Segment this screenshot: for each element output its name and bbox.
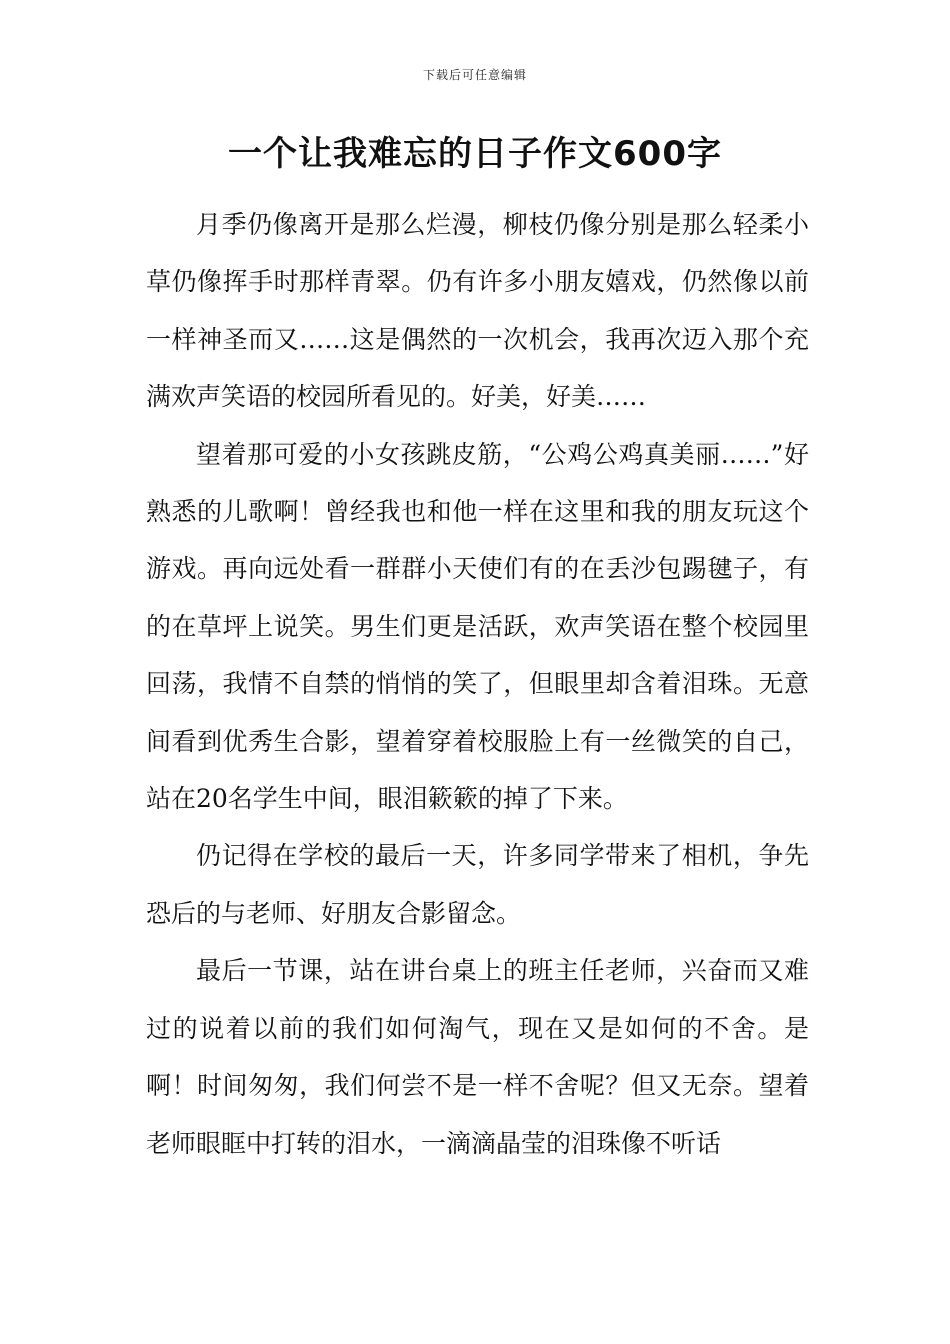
paragraph-4: 最后一节课，站在讲台桌上的班主任老师，兴奋而又难过的说着以前的我们如何淘气，现在又是如何的不舍。是啊！时间匆匆，我们何尝不是一样不舍呢？但又无奈。望着老师眼眶中打转的泪水，一滴滴晶莹的泪珠像不听话 — [146, 956, 809, 1158]
header-note: 下载后可任意编辑 — [422, 68, 527, 82]
paragraph-1: 月季仍像离开是那么烂漫，柳枝仍像分别是那么轻柔小草仍像挥手时那样青翠。仍有许多小朋友嬉戏，仍然像以前一样神圣而又……这是偶然的一次机会，我再次迈入那个充满欢声笑语的校园所看见的。好美，好美…… — [146, 210, 809, 412]
paragraph-3: 仍记得在学校的最后一天，许多同学带来了相机，争先恐后的与老师、好朋友合影留念。 — [146, 841, 809, 928]
paragraph-2: 望着那可爱的小女孩跳皮筋，“公鸡公鸡真美丽……”好熟悉的儿歌啊！曾经我也和他一样在这里和我的朋友玩这个游戏。再向远处看一群群小天使们有的在丢沙包踢毽子，有的在草坪上说笑。男生们更是活跃，欢声笑语在整个校园里回荡，我情不自禁的悄悄的笑了，但眼里却含着泪珠。无意间看到优秀生合影，望着穿着校服脸上有一丝微笑的自己，站在20名学生中间，眼泪簌簌的掉了下来。 — [146, 439, 809, 814]
document-body — [146, 196, 809, 1172]
document-title: 一个让我难忘的日子作文600字 — [228, 134, 722, 174]
